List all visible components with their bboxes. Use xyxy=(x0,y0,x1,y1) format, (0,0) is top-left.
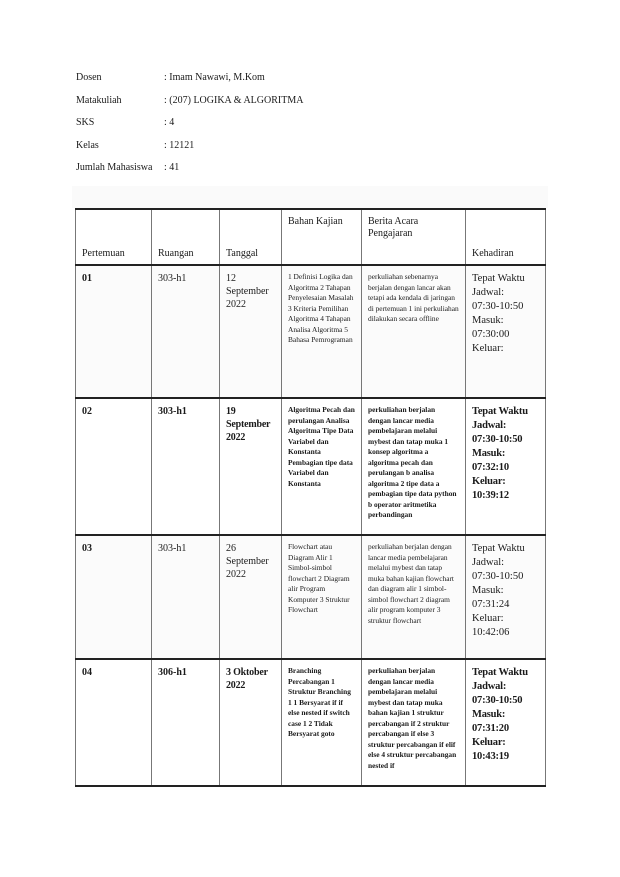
kehadiran-jadwal-label: Jadwal: xyxy=(472,681,507,692)
cell-bahan-kajian: Algoritma Pecah dan perulangan Analisa Algoritma Tipe Data Variabel dan Konstanta Pembagian tipe data Variabel dan Konstanta xyxy=(282,398,362,535)
course-info xyxy=(76,72,303,185)
kehadiran-keluar-label: Keluar: xyxy=(472,476,506,487)
info-value: : 4 xyxy=(164,117,175,129)
kehadiran-masuk: 07:32:10 xyxy=(472,462,509,473)
kehadiran-keluar-label: Keluar: xyxy=(472,343,504,354)
kehadiran-keluar-label: Keluar: xyxy=(472,613,504,624)
info-label: SKS xyxy=(76,117,95,129)
cell-pertemuan: 04 xyxy=(76,659,152,786)
info-value: : Imam Nawawi, M.Kom xyxy=(164,72,265,83)
kehadiran-keluar-label: Keluar: xyxy=(472,737,506,748)
kehadiran-jadwal: 07:30-10:50 xyxy=(472,695,523,706)
kehadiran-masuk: 07:30:00 xyxy=(472,329,510,340)
kehadiran-keluar: 10:42:06 xyxy=(472,627,510,638)
info-label: Jumlah Mahasiswa xyxy=(76,162,153,174)
cell-ruangan: 303-h1 xyxy=(152,535,220,659)
cell-ruangan: 303-h1 xyxy=(152,265,220,398)
kehadiran-masuk-label: Masuk: xyxy=(472,585,504,596)
cell-bahan-kajian: Branching Percabangan 1 Struktur Branching 1 1 Bersyarat if if else nested if switch case 1 2 Tidak Bersyarat goto xyxy=(282,659,362,786)
cell-kehadiran xyxy=(466,659,546,786)
info-row-dosen xyxy=(76,72,303,95)
cell-bahan-kajian: Flowchart atau Diagram Alir 1 Simbol-simbol flowchart 2 Diagram alir Program Komputer 3 Struktur Flowchart xyxy=(282,535,362,659)
info-row-matakuliah xyxy=(76,95,303,118)
kehadiran-masuk: 07:31:20 xyxy=(472,723,509,734)
cell-ruangan: 303-h1 xyxy=(152,398,220,535)
table-row xyxy=(76,535,546,659)
cell-berita-acara: perkuliahan berjalan dengan lancar media pembelajaran melalui mybest dan tatap muka bahan kajian flowchart dan diagram alir 1 simbol-simbol flowchart 2 diagram alir program komputer 3 struktur flowchart xyxy=(362,535,466,659)
cell-pertemuan: 01 xyxy=(76,265,152,398)
header-pertemuan: Pertemuan xyxy=(76,209,152,265)
cell-tanggal: 12 September 2022 xyxy=(220,265,282,398)
cell-tanggal: 26 September 2022 xyxy=(220,535,282,659)
cell-kehadiran xyxy=(466,265,546,398)
table-row xyxy=(76,265,546,398)
kehadiran-jadwal: 07:30-10:50 xyxy=(472,571,524,582)
kehadiran-jadwal: 07:30-10:50 xyxy=(472,434,523,445)
cell-bahan-kajian: 1 Definisi Logika dan Algoritma 2 Tahapan Penyelesaian Masalah 3 Kriteria Pemilihan Algoritma 4 Tahapan Analisa Algoritma 5 Bahasa Pemrograman xyxy=(282,265,362,398)
kehadiran-masuk: 07:31:24 xyxy=(472,599,510,610)
info-value: : (207) LOGIKA & ALGORITMA xyxy=(164,94,304,106)
cell-pertemuan: 02 xyxy=(76,398,152,535)
kehadiran-masuk-label: Masuk: xyxy=(472,709,506,720)
cell-berita-acara: perkuliahan sebenarnya berjalan dengan lancar akan tetapi ada kendala di jaringan di pertemuan 1 ini perkuliahan dilakukan secara offline xyxy=(362,265,466,398)
cell-pertemuan: 03 xyxy=(76,535,152,659)
table-row xyxy=(76,398,546,535)
kehadiran-status: Tepat Waktu xyxy=(472,543,525,554)
header-ruangan: Ruangan xyxy=(152,209,220,265)
kehadiran-status: Tepat Waktu xyxy=(472,406,528,417)
info-row-jumlah-mahasiswa xyxy=(76,162,303,185)
header-kehadiran: Kehadiran xyxy=(466,209,546,265)
kehadiran-masuk-label: Masuk: xyxy=(472,315,504,326)
kehadiran-jadwal: 07:30-10:50 xyxy=(472,301,524,312)
kehadiran-jadwal-label: Jadwal: xyxy=(472,420,507,431)
kehadiran-keluar: 10:39:12 xyxy=(472,490,509,501)
cell-tanggal: 3 Oktober 2022 xyxy=(220,659,282,786)
table-header-row xyxy=(76,209,546,265)
header-bahan-kajian: Bahan Kajian xyxy=(282,209,362,265)
kehadiran-status: Tepat Waktu xyxy=(472,273,525,284)
kehadiran-status: Tepat Waktu xyxy=(472,667,528,678)
kehadiran-jadwal-label: Jadwal: xyxy=(472,287,505,298)
info-row-kelas xyxy=(76,140,303,163)
cell-ruangan: 306-h1 xyxy=(152,659,220,786)
cell-kehadiran xyxy=(466,535,546,659)
info-value: : 41 xyxy=(164,162,180,174)
info-label: Matakuliah xyxy=(76,94,122,106)
table-row xyxy=(76,659,546,786)
attendance-table xyxy=(75,208,546,787)
header-berita-acara: Berita Acara Pengajaran xyxy=(362,209,466,265)
kehadiran-keluar: 10:43:19 xyxy=(472,751,509,762)
cell-berita-acara: perkuliahan berjalan dengan lancar media pembelajaran melalui mybest dan tatap muka bahan kajian 1 struktur percabangan if 2 struktur percabangan if else 3 struktur percabangan if elif else 4 struktur percabangan nested if xyxy=(362,659,466,786)
header-tanggal: Tanggal xyxy=(220,209,282,265)
kehadiran-masuk-label: Masuk: xyxy=(472,448,506,459)
header-band xyxy=(72,186,548,208)
cell-berita-acara: perkuliahan berjalan dengan lancar media pembelajaran melalui mybest dan tatap muka 1 konsep algoritma a algoritma pecah dan perulangan b analisa algoritma 2 tipe data a pembagian tipe data python b operator aritmetika perbandingan xyxy=(362,398,466,535)
info-value: : 12121 xyxy=(164,139,195,151)
kehadiran-jadwal-label: Jadwal: xyxy=(472,557,505,568)
cell-tanggal: 19 September 2022 xyxy=(220,398,282,535)
info-label: Kelas xyxy=(76,139,99,151)
cell-kehadiran xyxy=(466,398,546,535)
info-label: Dosen xyxy=(76,72,102,83)
info-row-sks xyxy=(76,117,303,140)
